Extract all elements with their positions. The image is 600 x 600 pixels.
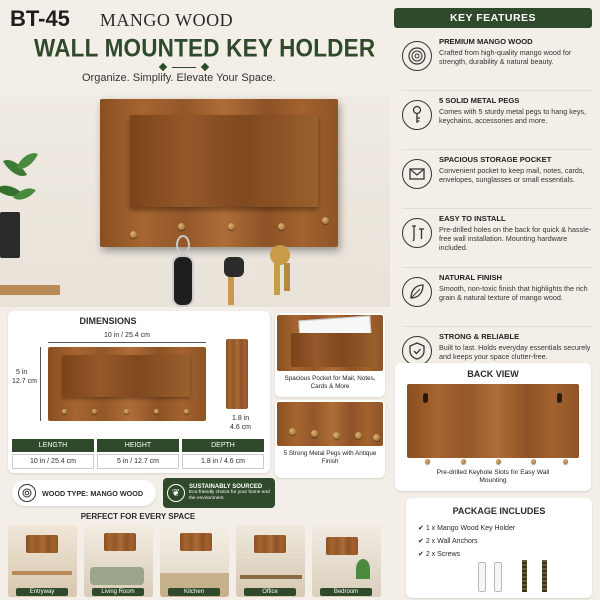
hero-scene bbox=[0, 95, 390, 307]
key-features-heading: KEY FEATURES bbox=[394, 8, 592, 28]
package-list bbox=[418, 522, 515, 561]
pocket-detail-image bbox=[277, 315, 383, 371]
check-icon: ✔ bbox=[418, 525, 426, 532]
package-heading: PACKAGE INCLUDES bbox=[452, 506, 546, 516]
back-view-card bbox=[395, 363, 591, 491]
wall-anchor-icon bbox=[494, 562, 502, 592]
back-view-caption: Pre-drilled Keyhole Slots for Easy Wall Mounting bbox=[436, 469, 550, 485]
wood-rings-icon bbox=[402, 41, 432, 71]
brass-keys bbox=[270, 245, 290, 265]
check-icon: ✔ bbox=[418, 551, 426, 558]
room-kitchen: Kitchen bbox=[160, 525, 229, 596]
tagline: Organize. Simplify. Elevate Your Space. bbox=[82, 72, 276, 84]
screw-icon bbox=[522, 560, 527, 592]
height-label-cm: 12.7 cm bbox=[12, 378, 37, 385]
screws-icon bbox=[402, 218, 432, 248]
room-living-room: Living Room bbox=[84, 525, 153, 596]
plant-decoration bbox=[0, 150, 40, 260]
room-bedroom: Bedroom bbox=[312, 525, 381, 596]
leaf-icon bbox=[402, 277, 432, 307]
keyhole-slot bbox=[423, 393, 428, 403]
side-view-image bbox=[226, 339, 248, 409]
key-icon bbox=[402, 100, 432, 130]
check-icon: ✔ bbox=[418, 538, 426, 545]
key-green-fob bbox=[224, 257, 244, 277]
wood-slice-icon bbox=[18, 484, 36, 502]
package-item: ✔ 2 x Screws bbox=[418, 551, 461, 558]
key-holder-main-image bbox=[100, 99, 338, 247]
depth-label-in: 1.8 in bbox=[232, 415, 250, 422]
rooms-heading: PERFECT FOR EVERY SPACE bbox=[80, 512, 196, 521]
feature-item: 5 SOLID METAL PEGS Comes with 5 sturdy metal pegs to hang keys, keychains, accessories and more. bbox=[402, 91, 592, 150]
pocket-caption: Spacious Pocket for Mail, Notes, Cards & More bbox=[284, 375, 376, 390]
storage-pocket bbox=[130, 115, 318, 207]
pegs-detail-card bbox=[275, 400, 385, 478]
leaf-badge-icon: ❦ bbox=[167, 484, 185, 502]
dimensions-table: LENGTH HEIGHT DEPTH 10 in / 25.4 cm 5 in / 12.7 cm 1.8 in / 4.6 cm bbox=[12, 439, 264, 469]
wall-anchor-icon bbox=[478, 562, 486, 592]
key-features-panel bbox=[394, 8, 592, 364]
package-item: ✔ 1 x Mango Wood Key Holder bbox=[418, 525, 516, 532]
room-office: Office bbox=[236, 525, 305, 596]
back-view-heading: BACK VIEW bbox=[467, 369, 519, 379]
keyhole-slot bbox=[557, 393, 562, 403]
feature-item: NATURAL FINISH Smooth, non-toxic finish that highlights the rich grain & natural texture of mango wood. bbox=[402, 268, 592, 327]
header bbox=[10, 6, 390, 84]
feature-list bbox=[394, 32, 592, 386]
shield-icon bbox=[402, 336, 432, 366]
dimensions-card bbox=[8, 311, 270, 473]
product-title: WALL MOUNTED KEY HOLDER bbox=[34, 34, 376, 62]
back-view-image bbox=[407, 384, 579, 458]
car-key-fob bbox=[172, 255, 194, 307]
width-label: 10 in / 25.4 cm bbox=[104, 332, 150, 339]
room-entryway: Entryway bbox=[8, 525, 77, 596]
front-view-image bbox=[48, 347, 206, 421]
screw-icon bbox=[542, 560, 547, 592]
package-item: ✔ 2 x Wall Anchors bbox=[418, 538, 478, 545]
feature-item: EASY TO INSTALL Pre-drilled holes on the back for quick & hassle-free wall installation. Mounting hardware included. bbox=[402, 209, 592, 268]
pegs-detail-image bbox=[277, 402, 383, 446]
sustainable-badge: ❦ SUSTAINABLY SOURCED Eco-friendly choice for your home and the environment. bbox=[163, 478, 275, 508]
material-title: MANGO WOOD bbox=[99, 10, 234, 30]
pocket-detail-card bbox=[275, 313, 385, 397]
rooms-section bbox=[8, 512, 394, 600]
wood-type-label: WOOD TYPE: MANGO WOOD bbox=[42, 488, 144, 498]
height-label-in: 5 in bbox=[16, 369, 28, 376]
package-card bbox=[406, 498, 592, 598]
model-number: BT-45 bbox=[10, 6, 70, 31]
pegs-caption: 5 Strong Metal Pegs with Antique Finish bbox=[283, 450, 377, 465]
envelope-icon bbox=[402, 159, 432, 189]
wood-type-badge bbox=[12, 480, 156, 506]
depth-label-cm: 4.6 cm bbox=[230, 424, 252, 431]
dimensions-heading: DIMENSIONS bbox=[79, 316, 137, 326]
feature-item: PREMIUM MANGO WOOD Crafted from high-quality mango wood for strength, durability & natural beauty. bbox=[402, 32, 592, 91]
feature-item: SPACIOUS STORAGE POCKET Convenient pocket to keep mail, notes, cards, envelopes, sunglasses or small essentials. bbox=[402, 150, 592, 209]
feature-item: STRONG & RELIABLE Built to last. Holds everyday essentials securely and keeps your space clutter-free. bbox=[402, 327, 592, 386]
